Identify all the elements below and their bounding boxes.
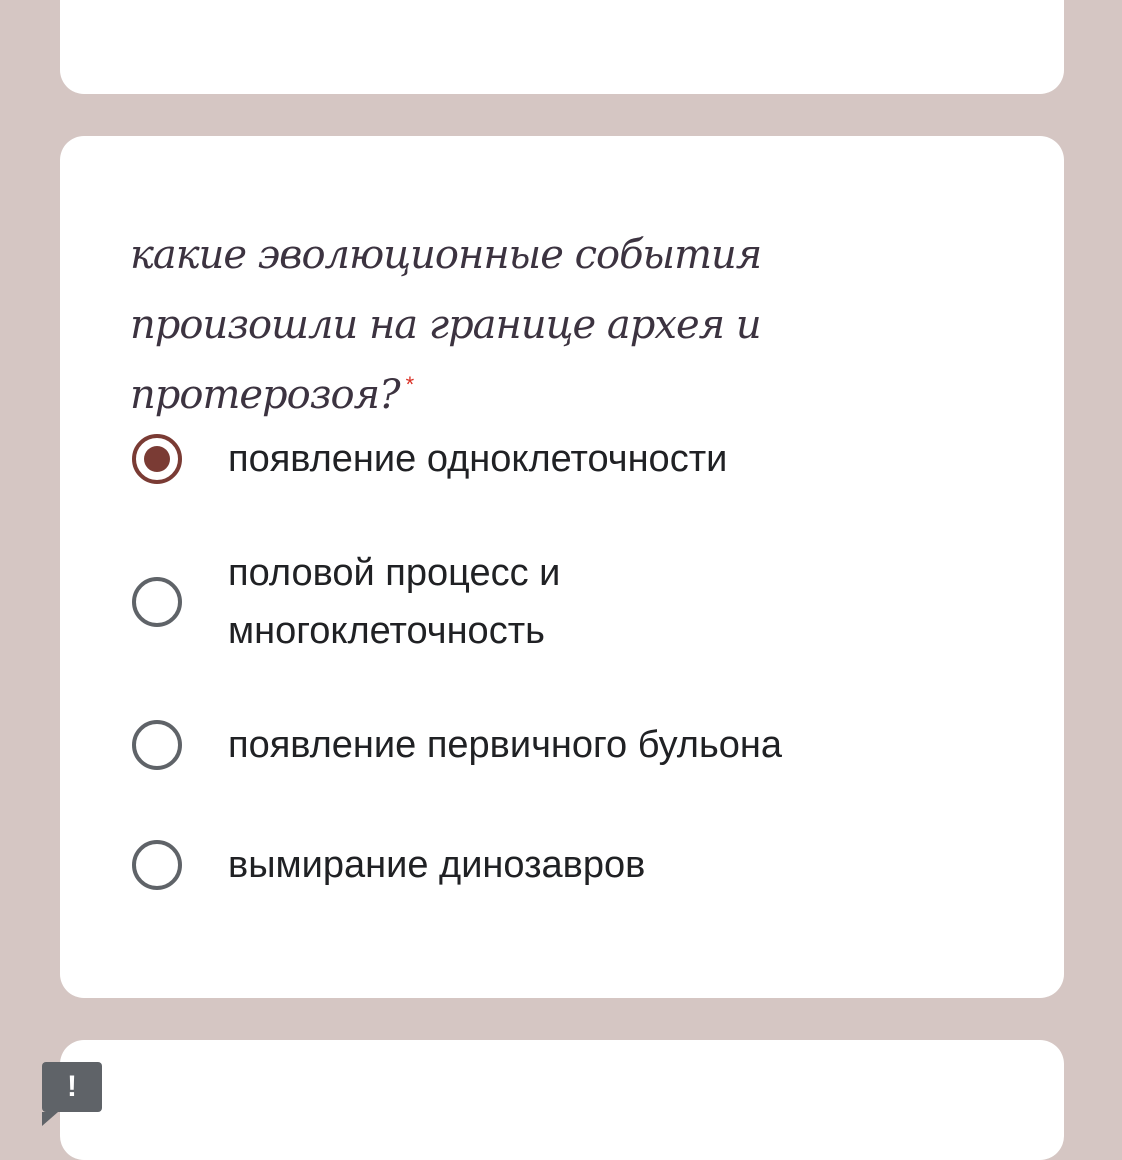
- radio-unselected-icon[interactable]: [132, 720, 182, 770]
- next-question-card: [60, 1040, 1064, 1160]
- option-1[interactable]: [132, 430, 928, 488]
- option-label: вымирание динозавров: [228, 844, 646, 886]
- exclamation-icon[interactable]: !: [42, 1062, 102, 1112]
- question-text: какие эволюционные события произошли на границе архея и протерозоя?: [130, 232, 762, 418]
- required-asterisk: *: [405, 372, 414, 397]
- option-4[interactable]: [132, 836, 928, 894]
- question-title: [130, 220, 990, 430]
- radio-selected-icon[interactable]: [132, 434, 182, 484]
- previous-question-card: [60, 0, 1064, 94]
- option-2[interactable]: [132, 544, 648, 660]
- question-card: [60, 136, 1064, 998]
- option-label: половой процесс и многоклеточность: [228, 552, 561, 652]
- option-label: появление одноклеточности: [228, 438, 728, 480]
- radio-unselected-icon[interactable]: [132, 577, 182, 627]
- option-label: появление первичного бульона: [228, 724, 783, 766]
- option-3[interactable]: [132, 716, 928, 774]
- radio-unselected-icon[interactable]: [132, 840, 182, 890]
